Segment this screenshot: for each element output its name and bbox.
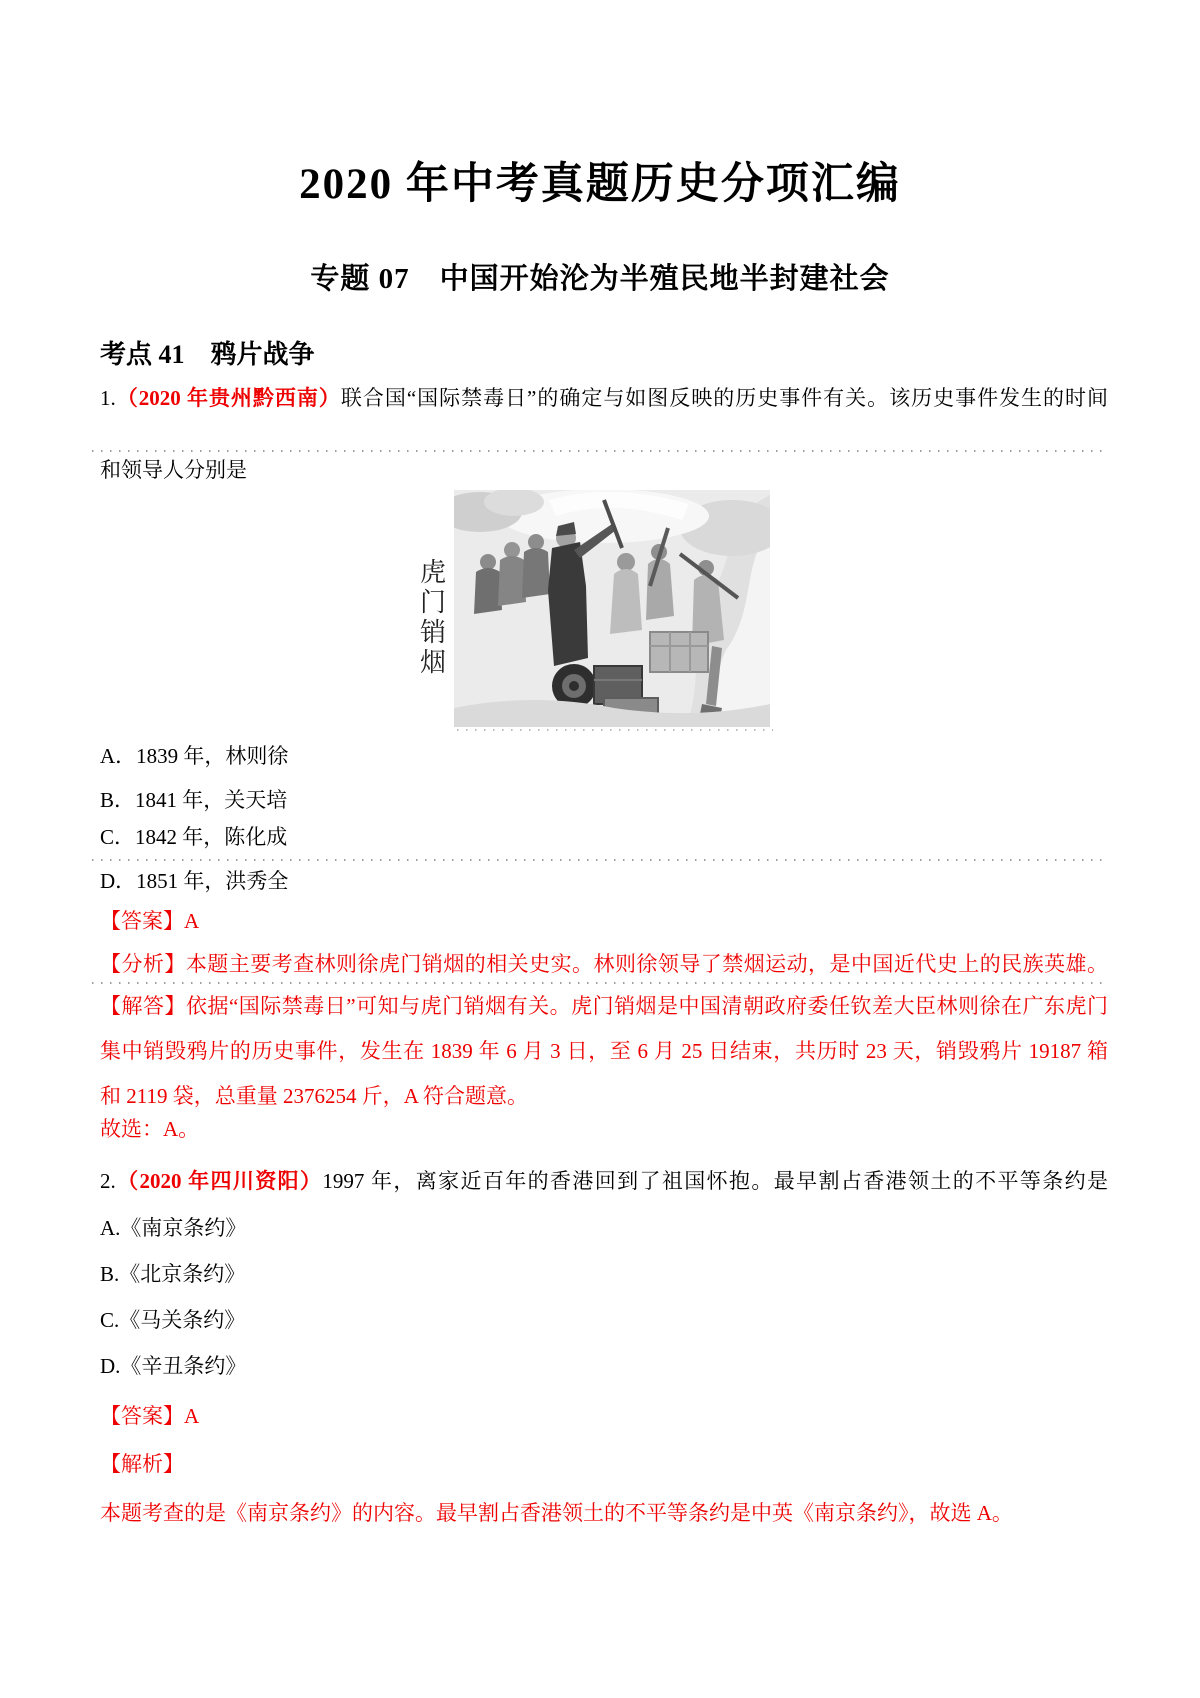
question-2-option-d: D.《辛丑条约》 <box>100 1354 247 1378</box>
question-1-number: 1. <box>100 386 116 410</box>
question-1-answer: 【答案】A <box>100 909 200 933</box>
question-1-stem-line-1 <box>100 383 1108 413</box>
section-heading: 考点 41 鸦片战争 <box>100 340 315 369</box>
opium-destruction-illustration <box>454 490 770 727</box>
dotted-grid-line <box>92 982 1108 984</box>
question-2-number: 2. <box>100 1169 116 1193</box>
opium-destruction-illustration-svg <box>454 490 770 727</box>
question-1-conclusion: 故选：A。 <box>100 1117 200 1141</box>
question-1-stem-text: 联合国“国际禁毒日”的确定与如图反映的历史事件有关。该历史事件发生的时间 <box>340 386 1108 410</box>
question-1-explanation-line-1: 【解答】依据“国际禁毒日”可知与虎门销烟有关。虎门销烟是中国清朝政府委任钦差大臣林则徐在广东虎门 <box>100 994 1108 1018</box>
dotted-grid-line <box>92 450 1108 452</box>
question-1-analysis: 【分析】本题主要考查林则徐虎门销烟的相关史实。林则徐领导了禁烟运动，是中国近代史上的民族英雄。 <box>100 952 1108 976</box>
question-2-stem-line <box>100 1166 1108 1196</box>
question-1-option-a: A．1839 年，林则徐 <box>100 744 289 768</box>
question-1-option-d: D．1851 年，洪秀全 <box>100 869 289 893</box>
question-2-analysis-label: 【解析】 <box>100 1452 184 1476</box>
question-1-explanation-line-2: 集中销毁鸦片的历史事件，发生在 1839 年 6 月 3 日，至 6 月 25 日结束，共历时 23 天，销毁鸦片 19187 箱 <box>100 1039 1108 1063</box>
document-subtitle: 专题 07 中国开始沦为半殖民地半封建社会 <box>310 263 890 295</box>
question-1-explanation-line-3: 和 2119 袋，总重量 2376254 斤，A 符合题意。 <box>100 1084 528 1108</box>
question-2-source: （2020 年四川资阳） <box>115 1169 323 1193</box>
figure-caption-vertical: 虎门销烟 <box>420 558 447 677</box>
dotted-grid-line <box>457 729 773 731</box>
question-1-stem-line-2: 和领导人分别是 <box>100 458 247 482</box>
document-title: 2020 年中考真题历史分项汇编 <box>299 161 901 208</box>
dotted-grid-line <box>92 859 1108 861</box>
question-2-option-c: C.《马关条约》 <box>100 1308 246 1332</box>
question-2-stem-text: 1997 年，离家近百年的香港回到了祖国怀抱。最早割占香港领土的不平等条约是 <box>322 1169 1108 1193</box>
humen-opium-destruction-figure <box>420 490 772 727</box>
question-2-explanation: 本题考查的是《南京条约》的内容。最早割占香港领土的不平等条约是中英《南京条约》，故选 A。 <box>100 1501 1013 1525</box>
question-2-option-b: B.《北京条约》 <box>100 1262 246 1286</box>
question-1-option-b: B．1841 年，关天培 <box>100 788 288 812</box>
question-2-option-a: A.《南京条约》 <box>100 1216 247 1240</box>
question-1-source: （2020 年贵州黔西南） <box>115 386 341 410</box>
question-1-option-c: C．1842 年，陈化成 <box>100 825 288 849</box>
question-2-answer: 【答案】A <box>100 1404 200 1428</box>
